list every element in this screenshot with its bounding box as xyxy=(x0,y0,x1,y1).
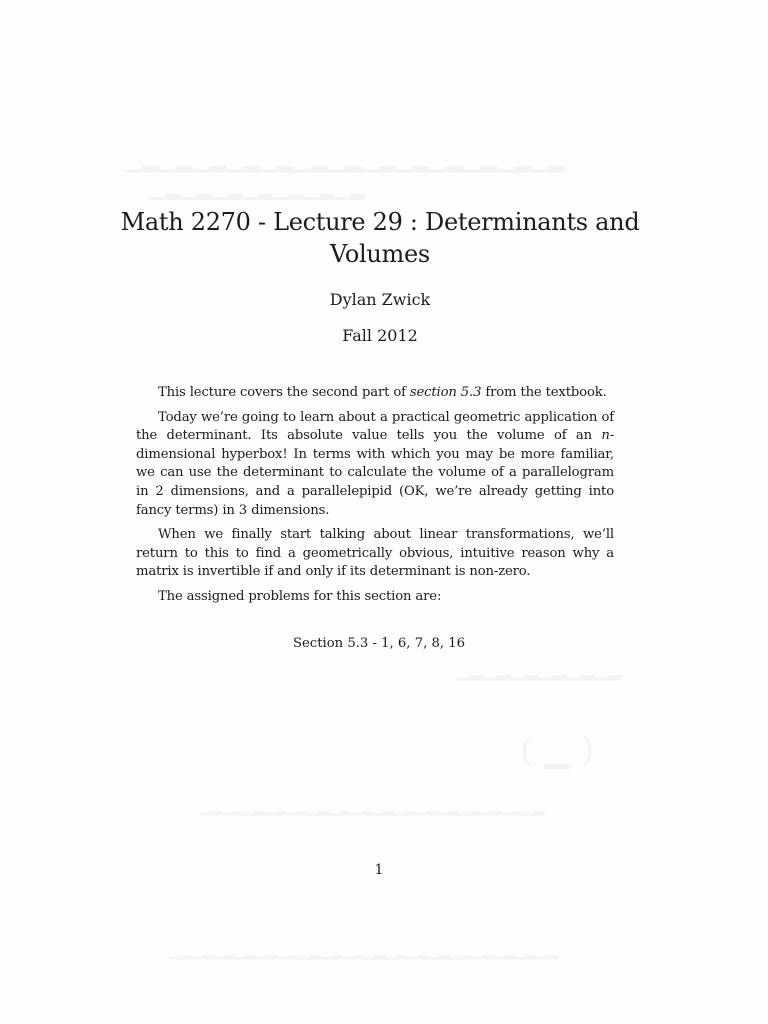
document-date: Fall 2012 xyxy=(342,326,418,345)
paragraph-intro: This lecture covers the second part of section 5.3 from the textbook. xyxy=(158,385,607,400)
page-number: 1 xyxy=(374,862,384,878)
problem-list: Section 5.3 - 1, 6, 7, 8, 16 xyxy=(292,636,466,651)
paragraph-assigned-problems: The assigned problems for this section are: xyxy=(158,589,442,605)
bleed-through-mark xyxy=(125,148,565,173)
document-author: Dylan Zwick xyxy=(329,290,431,309)
bleed-through-mark xyxy=(455,660,621,681)
document-body xyxy=(136,384,614,613)
paragraph-overview: Today we’re going to learn about a practical geometric application of the determinant. Its absolute value tells you the volume of an n-dimensional hyperbox! In terms with which you may be more familiar, we can use the determinant to calculate the volume of a parallelogram in 2 dimensions, and a parallelepipid (OK, we’re already getting into fancy terms) in 3 dimensions. xyxy=(136,409,614,518)
document-title: Math 2270 - Lecture 29 : Determinants and Volumes xyxy=(120,208,640,268)
bleed-through-mark xyxy=(520,730,594,770)
paragraph-linear-transformations: When we finally start talking about linear transformations, we’ll return to this to find a geometrically obvious, intuitive reason why a matrix is invertible if and only if its determinant is non-zero. xyxy=(136,527,614,580)
bleed-through-mark xyxy=(200,800,545,816)
bleed-through-mark xyxy=(150,176,365,200)
bleed-through-mark xyxy=(170,944,558,960)
